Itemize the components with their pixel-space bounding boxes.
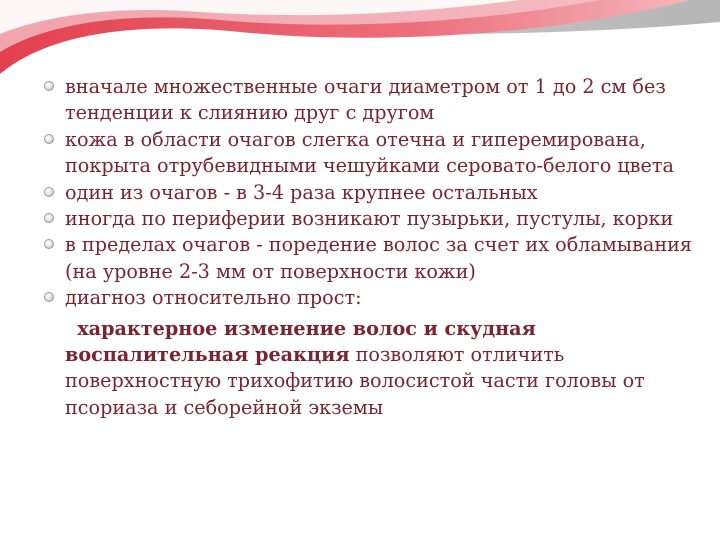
list-item — [44, 232, 704, 285]
bullet-icon — [44, 292, 54, 302]
list-item-text: кожа в области очагов слегка отечна и гиперемирована, покрыта отрубевидными чешуйками серовато-белого цвета — [65, 127, 674, 178]
list-item-text: вначале множественные очаги диаметром от 1 до 2 см без тенденции к слиянию друг с другом — [65, 75, 666, 125]
bullet-icon — [44, 134, 54, 144]
list-item — [44, 74, 704, 127]
list-item-text: в пределах очагов - поредение волос за счет их обламывания (на уровне 2-3 мм от поверхности кожи) — [65, 233, 692, 283]
list-item — [44, 285, 704, 311]
list-item — [44, 206, 704, 232]
conclusion-rest-text: позволяют отличить поверхностную трихофитию волосистой части головы от псориаза и себорейной экземы — [65, 343, 645, 419]
list-item-text: иногда по периферии возникают пузырьки, пустулы, корки — [65, 207, 674, 231]
bullet-icon — [44, 81, 54, 91]
conclusion-bold-text: характерное изменение волос и скудная воспалительная реакция — [65, 316, 536, 367]
slide-body — [44, 74, 704, 421]
list-item-text: один из очагов - в 3-4 раза крупнее остальных — [65, 180, 538, 204]
bullet-icon — [44, 213, 54, 223]
bullet-list — [44, 74, 704, 312]
list-item — [44, 180, 704, 206]
list-item-text: диагноз относительно прост: — [65, 286, 362, 310]
list-item — [44, 127, 704, 180]
conclusion-paragraph — [65, 316, 704, 422]
bullet-icon — [44, 187, 54, 197]
bullet-icon — [44, 239, 54, 249]
